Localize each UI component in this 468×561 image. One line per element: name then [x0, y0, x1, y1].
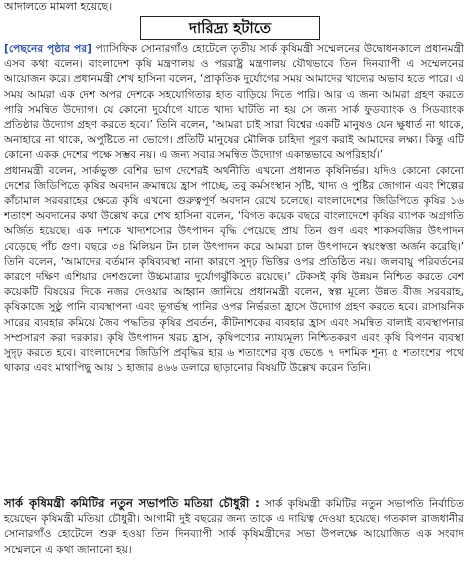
paragraph-2: প্রধানমন্ত্রী বলেন, সার্কভুক্ত বেশির ভাগ দেশেরই অর্থনীতি এখনো প্রধানত কৃষিনির্ভর। যদিও কোনো কোনো দেশের জিডিপিতে কৃষির অবদান ক্রমান্বয়ে হ্রাস পাচ্ছে, তবু কর্মসংস্থান সৃষ্টি, খাদ্য ও পুষ্টির জোগান এবং শিল্পের কাঁচামাল সরবরাহের ক্ষেত্রে কৃষি এখনো গুরুত্বপূর্ণ অবদান রেখে চলেছে। বাংলাদেশের জিডিপিতে কৃষির ১৬ শতাংশ অবদানের কথা উল্লেখ করে শেখ হাসিনা বলেন, ‘বিগত কয়েক বছরে বাংলাদেশে কৃষির ব্যাপক অগ্রগতি অর্জিত হয়েছে। এক দশকে খাদ্যশস্যের উৎপাদন বৃদ্ধি পেয়েছে প্রায় তিন গুণ এবং শাকসবজির উৎপাদন বেড়েছে পাঁচ গুণ। বছরে ৩৪ মিলিয়ন টন চাল উৎপাদন করে আমরা চাল উৎপাদনে স্বয়ংস্বত্তা অর্জন করেছি।’ তিনি বলেন, ‘আমাদের বর্তমান কৃষিব্যবস্থা নানা কারণে সুদৃঢ় ভিত্তির ওপর প্রতিষ্ঠিত নয়। জলবায়ু পরিবর্তনের কারণে দক্ষিণ এশিয়ার দেশগুলো উচ্চমাত্রার দুর্যোগঝুঁকিতে রয়েছে।’ টেকসই কৃষি উন্নয়ন নিশ্চিত করতে বেশ কয়েকটি বিষয়ের দিকে নজর দেওয়ার আহ্বান জানিয়ে প্রধানমন্ত্রী বলেন, স্বল্প মূল্যে উন্নত বীজ সরবরাহ, কৃষিকাজে সুষ্ঠু পানি ব্যবস্থাপনা এবং ভূগর্ভস্থ পানির ওপর নির্ভরতা হ্রাসে উদ্যোগ গ্রহণ করতে হবে। রাসায়নিক সারের ব্যবহার কমিয়ে জৈব পদ্ধতির কৃষির প্রবর্তন, কীটনাশকের ব্যবহার হ্রাস এবং সমন্বিত বালাই ব্যবস্থাপনার সম্প্রসারণ করা দরকার। কৃষি উৎপাদন খরচ হ্রাস, কৃষিপণ্যের ন্যায্যমূল্য নিশ্চিতকরণ এবং কৃষি বিপণন ব্যবস্থা সুদৃঢ় করতে হবে। বাংলাদেশের জিডিপি প্রবৃদ্ধির হার ৬ শতাংশের বৃত্ত ভেঙে ৭ দশমিক শূন্য ৫ শতাংশের পথে থাকার এবং মাথাপিছু আয় ১ হাজার ৪৬৬ ডলারে ছাড়ানোর বিষয়টি উল্লেখ করেন তিনি। — [4, 164, 464, 375]
article-headline: দারিদ্র্য হটাতে — [140, 16, 320, 40]
previous-article-fragment: আদালতে মামলা হয়েছে। — [4, 0, 113, 13]
saarc-committee-section — [4, 496, 464, 559]
paragraph-1 — [4, 42, 464, 164]
section-subheading: সার্ক কৃষিমন্ত্রী কমিটির নতুন সভাপতি মতিয়া চৌধুরী : — [4, 496, 260, 510]
section-2-text: সার্ক কৃষিমন্ত্রী কমিটির নতুন সভাপতি নির্বাচিত হয়েছেন কৃষিমন্ত্রী মতিয়া চৌধুরী। আগামী দুই বছরের জন্য তাকে এ দায়িত্ব দেওয়া হয়েছে। গতকাল রাজধানীর সোনারগাঁও হোটেলে শুরু হওয়া তিন দিনব্যাপী সার্ক কৃষিমন্ত্রীদের সভা উপলক্ষে আয়োজিত এক সংবাদ সম্মেলনে এ কথা জানানো হয়। — [4, 498, 464, 556]
article-body — [4, 42, 464, 512]
paragraph-1-text: প্যাসিফিক সোনারগাঁও হোটেলে তৃতীয় সার্ক কৃষিমন্ত্রী সম্মেলনের উদ্বোধনকালে প্রধানমন্ত্রী এসব কথা বলেন। বাংলাদেশ কৃষি মন্ত্রণালয় ও পররাষ্ট্র মন্ত্রণালয় যৌথভাবে তিন দিনব্যাপী এ সম্মেলনের আয়োজন করে। প্রধানমন্ত্রী শেখ হাসিনা বলেন, ‘প্রাকৃতিক দুর্যোগের সময় আমাদের খাদ্যের অভাব হতে পারে। এ সময় আমরা এক দেশ অপর দেশকে সহযোগিতার হাত বাড়িয়ে দিতে পারি। আর এ জন্য আমরা গ্রহণ করতে পারি সমন্বিত উদ্যোগ। যে কোনো দুর্যোগে যাতে খাদ্য ঘাটতি না হয় সে জন্য সার্ক ফুডব্যাংক ও সিডব্যাংক প্রতিষ্ঠার উদ্যোগ গ্রহণ করতে হবে।’ তিনি বলেন, ‘আমরা চাই সারা বিশ্বের একটি মানুষও যেন ক্ষুধার্ত না থাকে, অনাহারে না থাকে, অপুষ্টিতে না ভোগে। প্রতিটি মানুষের মৌলিক চাহিদা পূরণ করাই আমাদের লক্ষ্য। কিন্তু এটি কোনো একক দেশের পক্ষে সম্ভব নয়। এ জন্য সবার সমন্বিত উদ্যোগ একান্তভাবে অপরিহার্য।’ — [4, 43, 464, 162]
section-2-paragraph — [4, 496, 464, 558]
continued-from-kicker: [পেছনের পৃষ্ঠার পর] — [4, 43, 92, 55]
